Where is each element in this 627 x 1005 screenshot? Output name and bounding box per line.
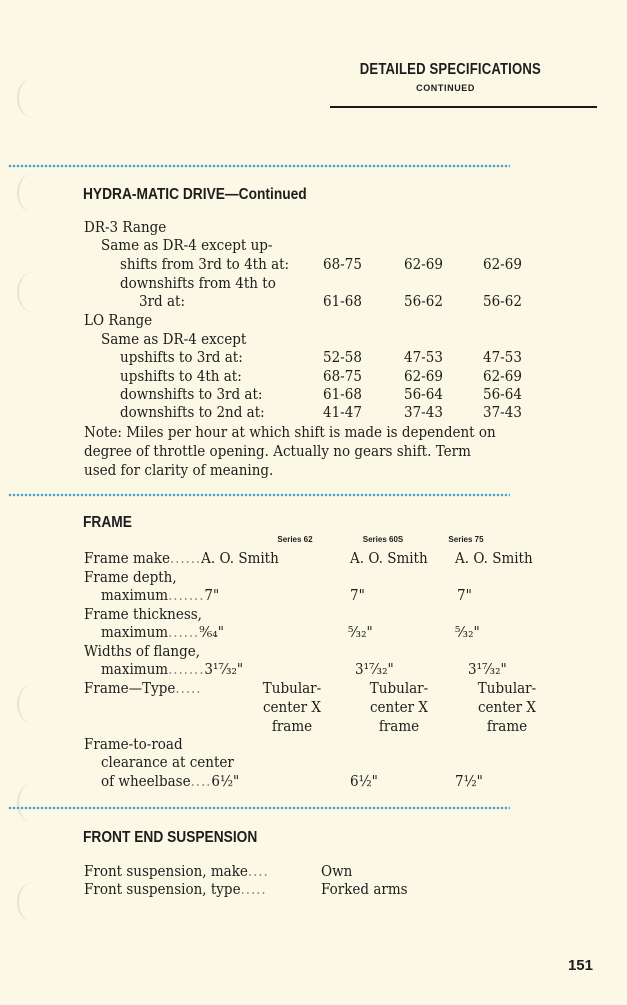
frame-thickness-label: Frame thickness,	[84, 605, 202, 623]
header-rule	[330, 106, 597, 108]
dotted-divider	[8, 806, 510, 810]
value-series-75: Tubular-	[477, 679, 537, 697]
lo-range-label: LO Range	[84, 311, 153, 329]
value-series-60s: 56-62	[404, 292, 443, 310]
value-series-60s: 56-64	[404, 385, 443, 403]
page-number: 151	[567, 957, 593, 974]
value-series-60s: 6½"	[350, 772, 378, 790]
lo-row-label: upshifts to 3rd at:	[120, 348, 243, 366]
value-series-75: 3¹⁷⁄₃₂"	[468, 660, 507, 678]
value-series-62: center X	[262, 698, 322, 716]
value-series-60s: 3¹⁷⁄₃₂"	[355, 660, 394, 678]
clearance-label-3: of wheelbase....6½"	[101, 772, 240, 790]
dr3-downshift-label-2: 3rd at:	[139, 292, 185, 310]
value-series-62: 41-47	[323, 403, 362, 421]
value-series-62: 61-68	[323, 385, 362, 403]
dr3-range-label: DR-3 Range	[84, 218, 167, 236]
dotted-divider	[8, 493, 510, 497]
value-series-62: 52-58	[323, 348, 362, 366]
value-series-75: 47-53	[483, 348, 522, 366]
column-header-series-60s: Series 60S	[362, 535, 404, 544]
lo-row-label: downshifts to 2nd at:	[120, 403, 265, 421]
page-title: DETAILED SPECIFICATIONS	[359, 61, 541, 78]
value-series-75: 37-43	[483, 403, 522, 421]
value-series-75: center X	[477, 698, 537, 716]
value-series-60s: Tubular-	[369, 679, 429, 697]
value-series-75: 7"	[457, 586, 472, 604]
value-series-60s: 47-53	[404, 348, 443, 366]
dr3-upshift-label: shifts from 3rd to 4th at:	[120, 255, 290, 273]
value-series-75: frame	[486, 717, 528, 735]
dotted-divider	[8, 164, 510, 168]
frame-type-label: Frame—Type.....	[84, 679, 202, 697]
value-series-75: 62-69	[483, 367, 522, 385]
front-suspension-type-value: Forked arms	[321, 880, 408, 898]
value-series-62: 68-75	[323, 255, 362, 273]
dr3-line: Same as DR-4 except up-	[101, 236, 273, 254]
column-header-series-62: Series 62	[277, 535, 313, 544]
binder-hole	[17, 173, 49, 213]
value-series-75: ⁵⁄₃₂"	[455, 623, 480, 641]
value-series-60s: ⁵⁄₃₂"	[348, 623, 373, 641]
note-line: Note: Miles per hour at which shift is made is dependent on	[84, 423, 496, 441]
page-subtitle: CONTINUED	[416, 83, 475, 93]
section-heading-front-suspension: FRONT END SUSPENSION	[83, 829, 258, 846]
value-series-62: Tubular-	[262, 679, 322, 697]
value-series-62: 61-68	[323, 292, 362, 310]
front-suspension-make-value: Own	[321, 862, 353, 880]
value-series-62: frame	[271, 717, 313, 735]
value-series-60s: 62-69	[404, 367, 443, 385]
note-line: degree of throttle opening. Actually no gears shift. Term	[84, 442, 471, 460]
clearance-label-2: clearance at center	[101, 753, 234, 771]
lo-row-label: upshifts to 4th at:	[120, 367, 242, 385]
dr3-downshift-label: downshifts from 4th to	[120, 274, 276, 292]
value-series-75: 56-64	[483, 385, 522, 403]
clearance-label: Frame-to-road	[84, 735, 183, 753]
value-series-60s: 7"	[350, 586, 365, 604]
section-heading-frame: FRAME	[83, 514, 132, 531]
value-series-75: 62-69	[483, 255, 522, 273]
frame-depth-label-2: maximum.......7"	[101, 586, 220, 604]
flange-width-label: Widths of flange,	[84, 642, 201, 660]
section-heading-hydramatic: HYDRA-MATIC DRIVE—Continued	[83, 186, 307, 203]
lo-row-label: downshifts to 3rd at:	[120, 385, 263, 403]
value-series-60s: 62-69	[404, 255, 443, 273]
value-series-60s: 37-43	[404, 403, 443, 421]
value-series-75: 56-62	[483, 292, 522, 310]
value-series-62: 68-75	[323, 367, 362, 385]
binder-hole	[17, 882, 49, 922]
flange-width-label-2: maximum.......3¹⁷⁄₃₂"	[101, 660, 244, 678]
value-series-60s: frame	[378, 717, 420, 735]
value-series-60s: center X	[369, 698, 429, 716]
lo-line: Same as DR-4 except	[101, 330, 247, 348]
value-series-75: A. O. Smith	[455, 549, 533, 567]
frame-depth-label: Frame depth,	[84, 568, 177, 586]
front-suspension-type-label: Front suspension, type.....	[84, 880, 267, 898]
frame-thickness-label-2: maximum......⁹⁄₆₄"	[101, 623, 224, 641]
binder-hole	[17, 783, 49, 823]
value-series-75: 7½"	[455, 772, 483, 790]
binder-hole	[17, 684, 49, 724]
value-series-60s: A. O. Smith	[350, 549, 428, 567]
frame-make-label: Frame make......A. O. Smith	[84, 549, 279, 567]
front-suspension-make-label: Front suspension, make....	[84, 862, 269, 880]
binder-hole	[17, 272, 49, 312]
binder-hole	[17, 78, 49, 118]
note-line: used for clarity of meaning.	[84, 461, 274, 479]
column-header-series-75: Series 75	[448, 535, 484, 544]
